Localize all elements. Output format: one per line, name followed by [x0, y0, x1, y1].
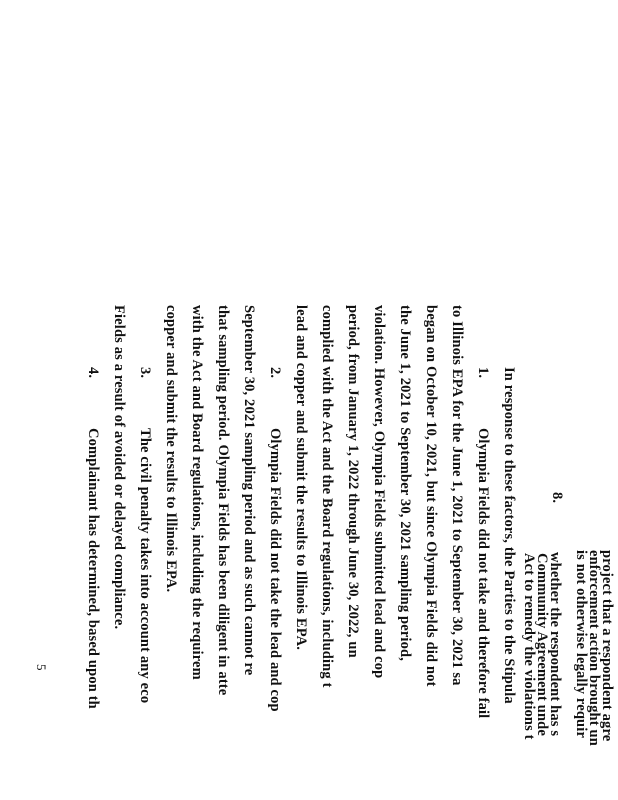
para-line: violation. However, Olympia Fields submitted lead and cop — [371, 305, 387, 679]
top-line: whether the respondent has s — [547, 552, 563, 737]
top-line: project that a respondent agre — [599, 550, 615, 742]
para-line: Complainant has determined, based upon th — [85, 428, 101, 709]
para-line: period, from January 1, 2022 through June 30, 2022, un — [345, 305, 361, 658]
top-line: is not otherwise legally requir — [573, 550, 589, 739]
para-number: 3. — [137, 367, 153, 379]
para-line: complied with the Act and the Board regulations, including t — [319, 305, 335, 688]
para-line: lead and copper and submit the results to Illinois EPA. — [293, 305, 309, 651]
para-line: began on October 10, 2021, but since Olympia Fields did not — [423, 305, 439, 687]
para-line: September 30, 2021 sampling period and as such cannot re — [241, 305, 257, 676]
para-line: The civil penalty takes into account any eco — [137, 428, 153, 704]
para-line: to Illinois EPA for the June 1, 2021 to September 30, 2021 sa — [449, 305, 465, 686]
para-line: the June 1, 2021 to September 30, 2021 sampling period, — [397, 305, 413, 661]
top-line: Community Agreement unde — [534, 553, 550, 736]
para-line: that sampling period. Olympia Fields has been diligent in atte — [215, 305, 231, 696]
para-number: 2. — [267, 367, 283, 379]
para-line: Olympia Fields did not take the lead and cop — [267, 428, 283, 712]
para-number: 1. — [475, 367, 491, 379]
top-line: Act to remedy the violations t — [521, 553, 537, 740]
para-number: 4. — [85, 367, 101, 379]
intro-line: In response to these factors, the Parties to the Stipula — [501, 367, 517, 704]
page-number: 5 — [34, 664, 49, 671]
para-line: with the Act and Board regulations, including the requirem — [189, 305, 205, 680]
item-number: 8. — [549, 492, 565, 504]
para-line: Fields as a result of avoided or delayed compliance. — [111, 305, 127, 630]
top-line: enforcement action brought un — [586, 550, 602, 746]
para-line: Olympia Fields did not take and therefore fail — [475, 428, 491, 719]
para-line: copper and submit the results to Illinois EPA. — [163, 305, 179, 593]
